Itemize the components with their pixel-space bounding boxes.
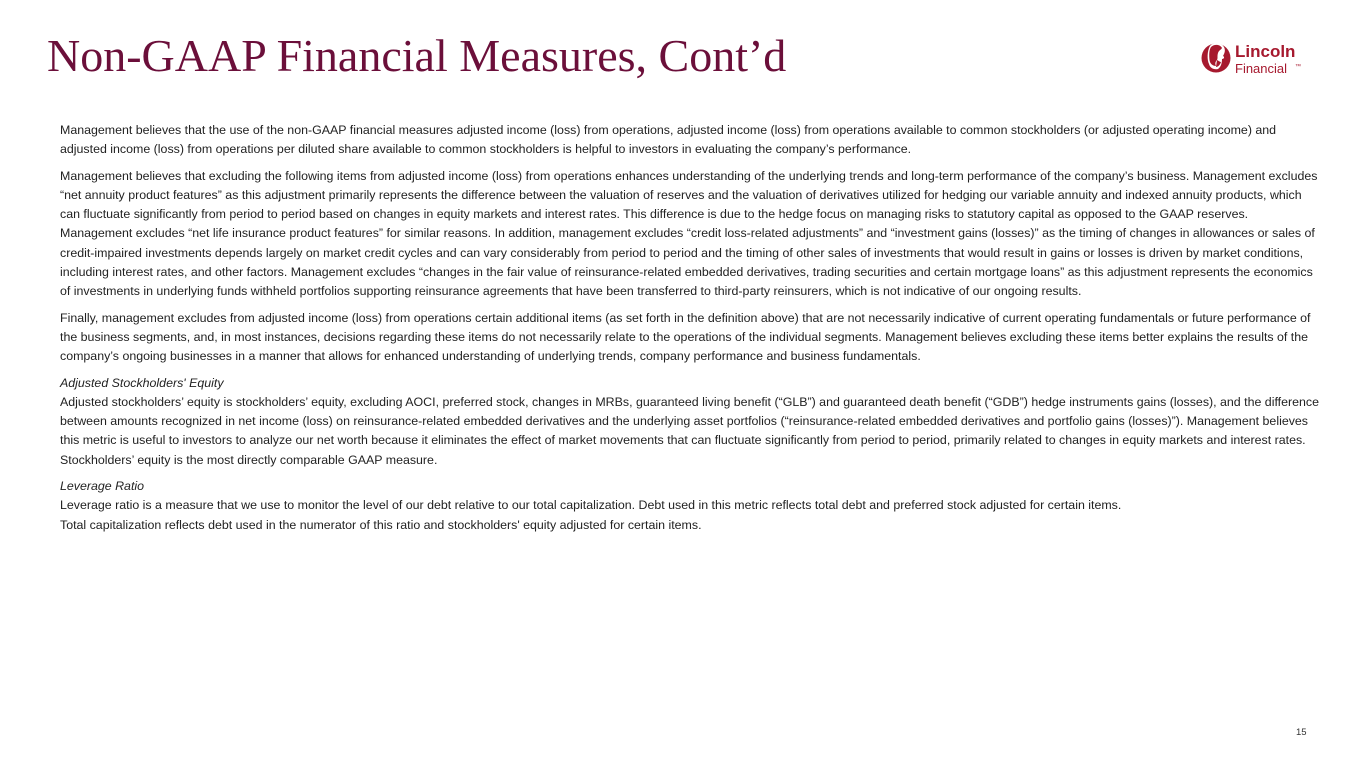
section-text-leverage-ratio-line1: Leverage ratio is a measure that we use to monitor the level of our debt relative to our total capitalization. Debt used in this metric reflects total debt and preferred stock adjusted for certain items. [60, 498, 1122, 513]
lincoln-financial-logo [1201, 38, 1311, 80]
page-title: Non-GAAP Financial Measures, Cont’d [47, 30, 787, 81]
paragraph-non-gaap-use: Management believes that the use of the non-GAAP financial measures adjusted income (loss) from operations, adjusted income (loss) from operations available to common stockholders (or adjusted operating income) and adjusted income (loss) from operations per diluted share available to common stockholders is helpful to investors in evaluating the company’s performance. [60, 123, 1277, 157]
body-content [60, 121, 1322, 542]
page-number: 15 [1296, 727, 1307, 738]
section-adjusted-stockholders-equity [60, 374, 1322, 470]
logo-wordmark-financial: Financial [1235, 61, 1288, 76]
section-text-leverage-ratio-line2: Total capitalization reflects debt used in the numerator of this ratio and stockholders' equity adjusted for certain items. [60, 517, 702, 532]
section-heading-adjusted-stockholders-equity: Adjusted Stockholders' Equity [60, 375, 224, 390]
lincoln-profile-icon [1202, 43, 1231, 72]
paragraph-additional-items: Finally, management excludes from adjusted income (loss) from operations certain additional items (as set forth in the definition above) that are not necessarily indicative of current operating fundamentals or future performance of the business segments, and, in most instances, decisions regarding these items do not necessarily relate to the operations of the individual segments. Management believes excluding these items better explains the results of the company’s ongoing businesses in a manner that allows for enhanced understanding of underlying trends, company performance and business fundamentals. [60, 310, 1311, 364]
logo-wordmark-lincoln: Lincoln [1235, 42, 1296, 61]
section-text-adjusted-stockholders-equity: Adjusted stockholders’ equity is stockholders’ equity, excluding AOCI, preferred stock, changes in MRBs, guaranteed living benefit (“GLB”) and guaranteed death benefit (“GDB”) hedge instruments gains (losses), and the difference between amounts recognized in net income (loss) on reinsurance-related embedded derivatives and the underlying asset portfolios (“reinsurance-related embedded derivatives and portfolio gains (losses)”). Management believes this metric is useful to investors to analyze our net worth because it eliminates the effect of market movements that can fluctuate significantly from period to period, primarily related to changes in equity markets and interest rates. Stockholders’ equity is the most directly comparable GAAP measure. [60, 394, 1320, 467]
section-heading-leverage-ratio: Leverage Ratio [60, 479, 145, 494]
section-leverage-ratio [60, 477, 1322, 535]
logo-trademark: ™ [1295, 64, 1301, 70]
paragraph-excluded-items: Management believes that excluding the following items from adjusted income (loss) from operations enhances understanding of the underlying trends and long-term performance of the company’s business. Management excludes “net annuity product features” as this adjustment primarily represents the difference between the valuation of reserves and the valuation of derivatives utilized for hedging our variable annuity and indexed annuity products, which can fluctuate significantly from period to period based on changes in equity markets and interest rates. This difference is due to the hedge focus on managing risks to statutory capital as opposed to the GAAP reserves. Management excludes “net life insurance product features” for similar reasons. In addition, management excludes “credit loss-related adjustments” and “investment gains (losses)” as the timing of changes in allowances or sales of credit-impaired investments depends largely on market credit cycles and can vary considerably from period to period and the timing of other sales of investments that would result in gains or losses is driven by market conditions, including interest rates, and other factors. Management excludes “changes in the fair value of reinsurance-related embedded derivatives, trading securities and certain mortgage loans” as this adjustment represents the economics of investments in underlying funds withheld portfolios supporting reinsurance agreements that have been transferred to third-party reinsurers, which is not indicative of our ongoing results. [60, 168, 1318, 299]
